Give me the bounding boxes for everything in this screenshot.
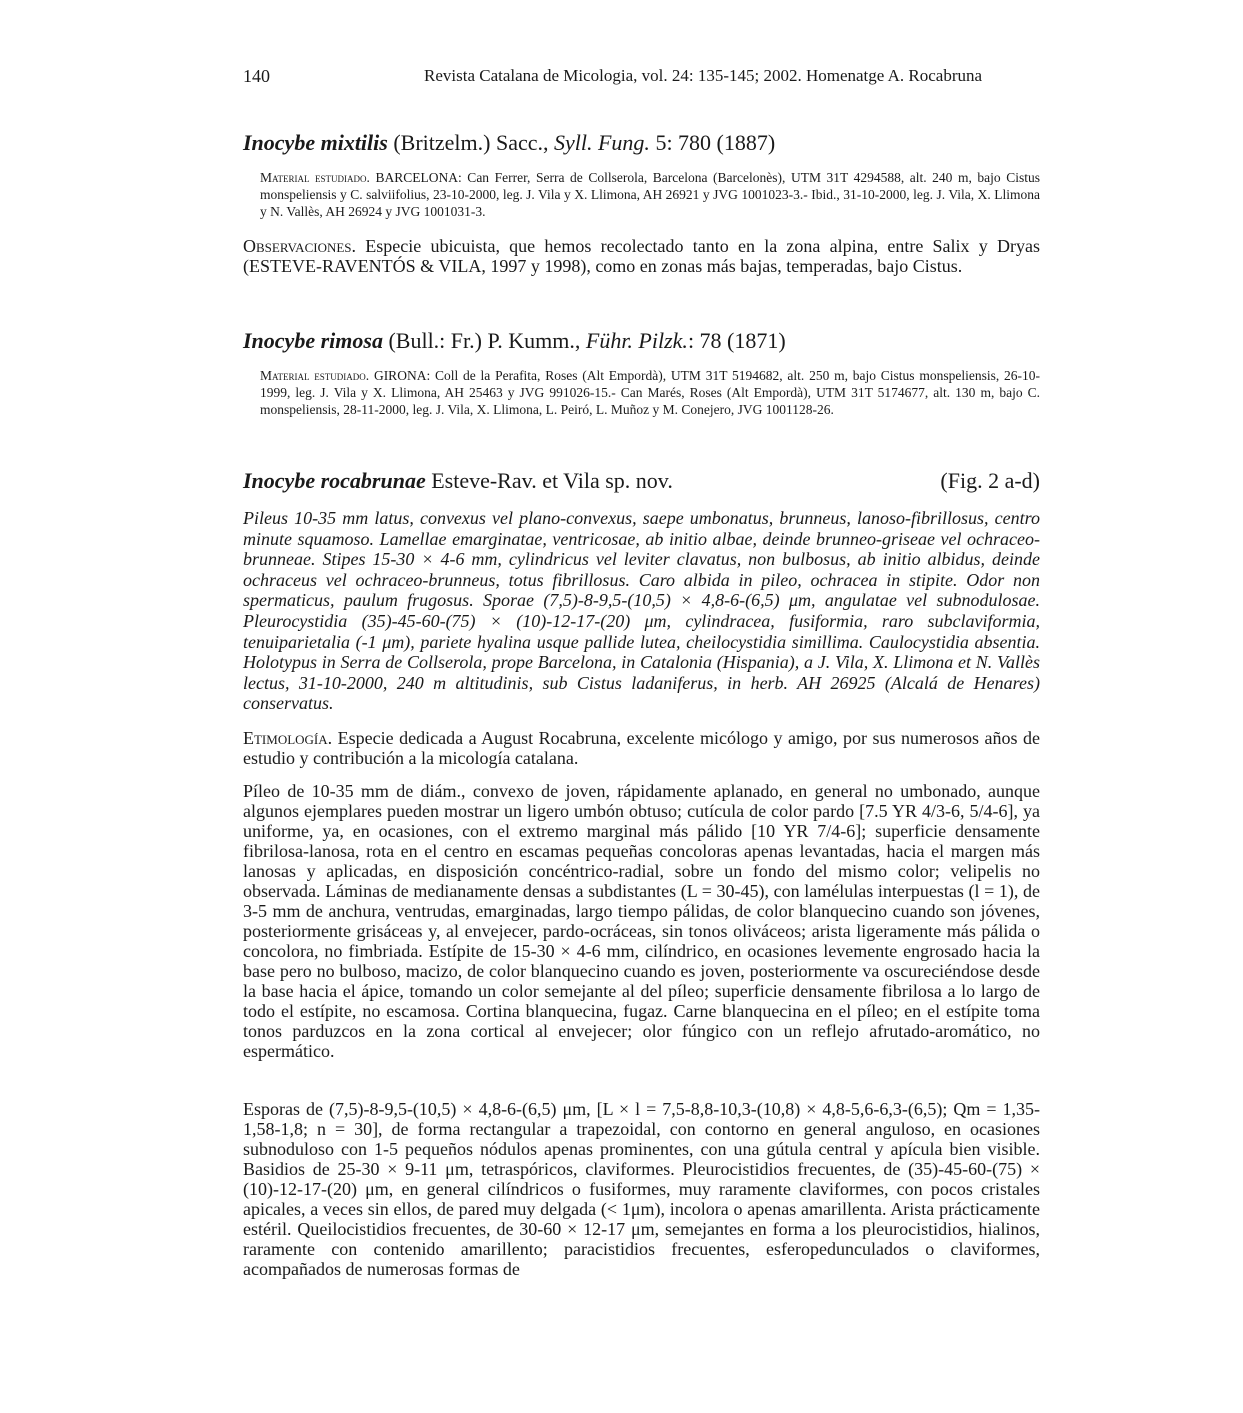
species-ref: : 78 (1871) (687, 328, 786, 353)
latin-diagnosis: Pileus 10-35 mm latus, convexus vel plano-convexus, saepe umbonatus, brunneus, lanoso-fibrillosus, centro minute squamoso. Lamellae emarginatae, ventricosae, ab initio albae, deinde brunneo-griseae vel ochraceo-brunneae. Stipes 15-30 × 4-6 mm, cylindricus vel leviter clavatus, non bulbosus, ab initio albidus, deinde ochraceus vel ochraceo-brunneus, totus fibrillosus. Caro albida in pileo, ochracea in stipite. Odor non spermaticus, paulum frugosus. Sporae (7,5)-8-9,5-(10,5) × 4,8-6-(6,5) μm, angulatae vel subnodulosae. Pleurocystidia (35)-45-60-(75) × (10)-12-17-(20) μm, cylindracea, fusiformia, raro subclaviformia, tenuiparietalia (-1 μm), pariete hyalina usque pallide lutea, cheilocystidia simillima. Caulocystidia absentia. Holotypus in Serra de Collserola, prope Barcelona, in Catalonia (Hispania), a J. Vila, X. Llimona et N. Vallès lectus, 31-10-2000, 240 m altitudinis, sub Cistus ladaniferus, in herb. AH 26925 (Alcalá de Henares) conservatus. (243, 508, 1040, 714)
observations-label: Observaciones. (243, 236, 357, 256)
species-authority: (Britzelm.) Sacc., (393, 130, 554, 155)
observations-mixtilis (243, 236, 1040, 276)
running-header: Revista Catalana de Micologia, vol. 24: 135-145; 2002. Homenatge A. Rocabruna (424, 66, 983, 85)
observations-text: Especie ubicuista, que hemos recolectado tanto en la zona alpina, entre Salix y Dryas (ESTEVE-RAVENTÓS & VILA, 1997 y 1998), como en zonas más bajas, temperadas, bajo Cistus. (243, 236, 1040, 276)
page-number: 140 (243, 66, 270, 86)
etymology-label: Etimología. (243, 728, 333, 748)
material-text: BARCELONA: Can Ferrer, Serra de Collserola, Barcelona (Barcelonès), UTM 31T 4294588, alt. 240 m, bajo Cistus monspeliensis y C. salviifolius, 23-10-2000, leg. J. Vila y X. Llimona, AH 26921 y JVG 1001023-3.- Ibid., 31-10-2000, leg. J. Vila, X. Llimona y N. Vallès, AH 26924 y JVG 1001031-3. (260, 170, 1040, 219)
species-heading-rimosa (243, 327, 1040, 355)
species-authority: Esteve-Rav. et Vila sp. nov. (431, 468, 673, 493)
material-rimosa (260, 367, 1040, 418)
material-mixtilis (260, 169, 1040, 220)
species-authority: (Bull.: Fr.) P. Kumm., (388, 328, 586, 353)
material-label: Material estudiado. (260, 368, 370, 383)
material-text: GIRONA: Coll de la Perafita, Roses (Alt Empordà), UTM 31T 5194682, alt. 250 m, bajo Cistus monspeliensis, 26-10-1999, leg. J. Vila y X. Llimona, AH 25463 y JVG 991026-15.- Can Marés, Roses (Alt Empordà), UTM 31T 5174677, alt. 130 m, bajo C. monspeliensis, 28-11-2000, leg. J. Vila, X. Llimona, L. Peiró, L. Muñoz y M. Conejero, JVG 1001128-26. (260, 368, 1040, 417)
species-ref-italic: Führ. Pilzk. (585, 328, 688, 353)
species-ref: 5: 780 (1887) (649, 130, 776, 155)
description-paragraph-2: Esporas de (7,5)-8-9,5-(10,5) × 4,8-6-(6,5) μm, [L × l = 7,5-8,8-10,3-(10,8) × 4,8-5,6-6,3-(6,5); Qm = 1,35-1,58-1,8; n = 30], de forma rectangular a trapezoidal, con contorno en general anguloso, en ocasiones subnoduloso con 1-5 pequeños nódulos apenas prominentes, con una gútula central y apícula bien visible. Basidios de 25-30 × 9-11 μm, tetraspóricos, claviformes. Pleurocistidios frecuentes, de (35)-45-60-(75) × (10)-12-17-(20) μm, en general cilíndricos o fusiformes, muy raramente claviformes, con pocos cristales apicales, a veces sin ellos, de pared muy delgada (< 1μm), incolora o apenas amarillenta. Arista prácticamente estéril. Queilocistidios frecuentes, de 30-60 × 12-17 μm, semejantes en forma a los pleurocistidios, hialinos, raramente con contenido amarillento; paracistidios frecuentes, esferopedunculados o claviformes, acompañados de numerosas formas de (243, 1099, 1040, 1279)
figure-reference: (Fig. 2 a-d) (940, 468, 1040, 493)
description-paragraph-1: Píleo de 10-35 mm de diám., convexo de joven, rápidamente aplanado, en general no umbonado, aunque algunos ejemplares pueden mostrar un ligero umbón obtuso; cutícula de color pardo [7.5 YR 4/3-6, 5/4-6], ya uniforme, ya, en ocasiones, con el extremo marginal más pálido [10 YR 7/4-6]; superficie densamente fibrilosa-lanosa, rota en el centro en escamas pequeñas concoloras apenas levantadas, hacia el margen más lanosas y aplicadas, en disposición concéntrico-radial, sobre un fondo del mismo color; velipelis no observada. Láminas de medianamente densas a subdistantes (L = 30-45), con lamélulas interpuestas (l = 1), de 3-5 mm de anchura, ventrudas, emarginadas, largo tiempo pálidas, de color blanquecino cuando son jóvenes, posteriormente grisáceas y, al envejecer, pardo-ocráceas, sin tonos oliváceos; arista ligeramente más pálida o concolora, no fimbriada. Estípite de 15-30 × 4-6 mm, cilíndrico, en ocasiones levemente engrosado hacia la base pero no bulboso, macizo, de color blanquecino cuando es joven, posteriormente va oscureciéndose desde la base hacia el ápice, tomando un color semejante al del píleo; superficie densamente fibrilosa a lo largo de todo el estípite, no escamosa. Cortina blanquecina, fugaz. Carne blanquecina en el píleo; en el estípite toma tonos parduzcos en la zona cortical al envejecer; olor fúngico con un reflejo afrutado-aromático, no espermático. (243, 781, 1040, 1061)
species-name: Inocybe mixtilis (243, 130, 388, 155)
etymology-text: Especie dedicada a August Rocabruna, excelente micólogo y amigo, por sus numerosos años de estudio y contribución a la micología catalana. (243, 728, 1040, 768)
species-name: Inocybe rimosa (243, 328, 383, 353)
species-heading-mixtilis (243, 129, 1040, 157)
species-heading-rocabrunae (243, 467, 1040, 495)
species-name: Inocybe rocabrunae (243, 468, 426, 493)
material-label: Material estudiado. (260, 170, 370, 185)
etymology (243, 728, 1040, 768)
species-ref-italic: Syll. Fung. (554, 130, 650, 155)
